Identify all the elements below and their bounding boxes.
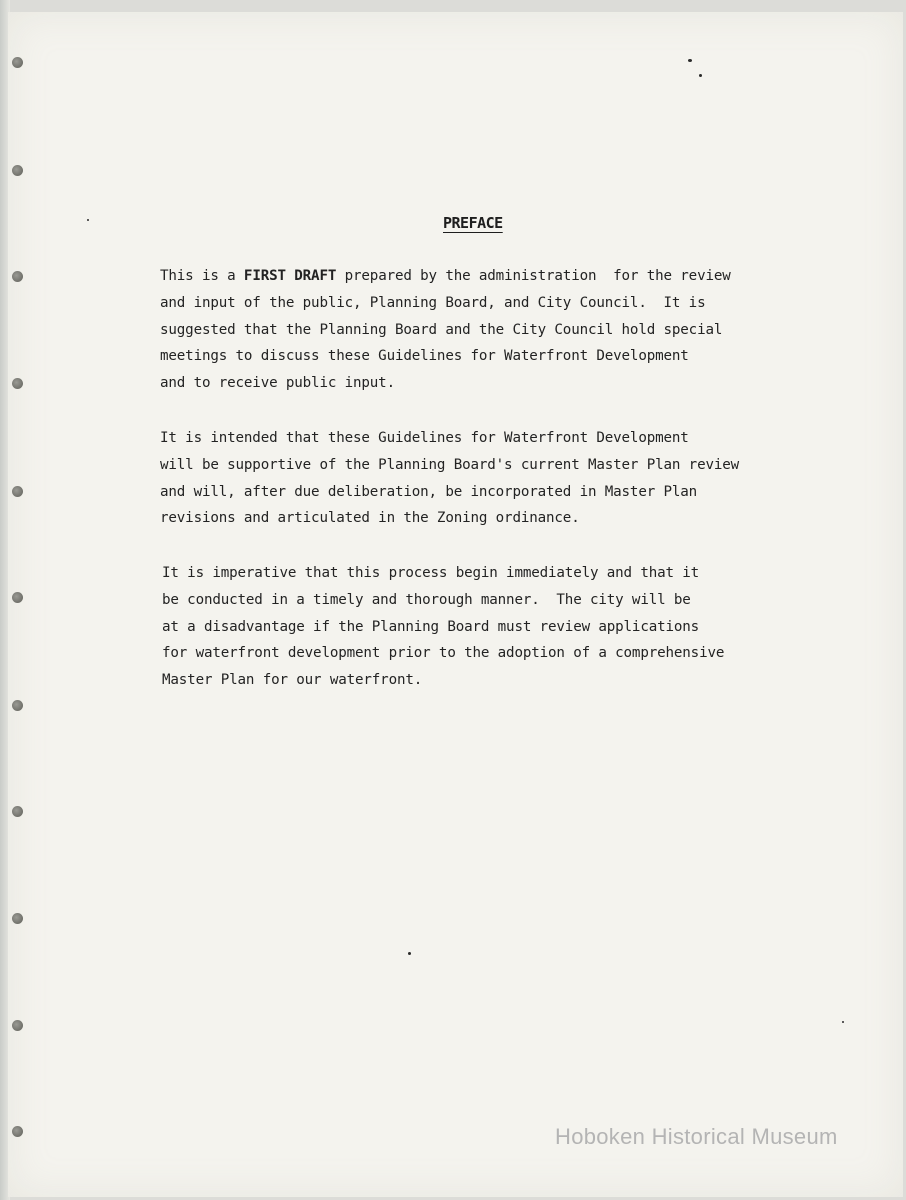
first-draft-emphasis: FIRST DRAFT <box>243 268 337 284</box>
ink-speck <box>699 74 702 77</box>
punch-hole <box>12 165 23 176</box>
paragraph-line: and to receive public input. <box>160 375 395 392</box>
punch-hole <box>12 700 23 711</box>
page-title: PREFACE <box>443 214 503 232</box>
paragraph-first <box>160 263 800 397</box>
paragraph-line: Master Plan for our waterfront. <box>162 672 423 689</box>
paragraph-third <box>160 560 800 694</box>
museum-watermark: Hoboken Historical Museum <box>555 1124 838 1149</box>
ink-speck <box>87 219 89 221</box>
punch-hole <box>12 57 23 68</box>
punch-hole <box>12 378 23 389</box>
ink-speck <box>688 59 692 62</box>
punch-hole <box>12 806 23 817</box>
punch-hole <box>12 271 23 282</box>
paragraph-line: for waterfront development prior to the adoption of a comprehensive <box>162 645 725 662</box>
ink-speck <box>842 1021 844 1023</box>
paragraph-line: revisions and articulated in the Zoning ordinance. <box>160 510 580 527</box>
paragraph-line: will be supportive of the Planning Board's current Master Plan review <box>160 456 740 473</box>
paragraph-line: meetings to discuss these Guidelines for Waterfront Development <box>160 348 689 365</box>
paragraph-line: and input of the public, Planning Board, and City Council. It is <box>160 294 706 311</box>
ink-speck <box>408 952 411 955</box>
paragraph-line: at a disadvantage if the Planning Board must review applications <box>162 618 700 635</box>
punch-hole <box>12 1126 23 1137</box>
punch-hole <box>12 1020 23 1031</box>
text-span: prepared by the administration for the review <box>336 268 731 284</box>
paragraph-line <box>160 263 800 290</box>
paragraph-line: and will, after due deliberation, be incorporated in Master Plan <box>160 483 698 500</box>
paragraph-line: It is intended that these Guidelines for Waterfront Development <box>160 430 689 446</box>
paragraph-second <box>160 425 800 532</box>
paragraph-line: suggested that the Planning Board and the City Council hold special <box>160 321 723 338</box>
paragraph-line: It is imperative that this process begin immediately and that it <box>162 565 700 581</box>
text-span: This is a <box>160 268 244 284</box>
punch-hole <box>12 913 23 924</box>
paragraph-line: be conducted in a timely and thorough manner. The city will be <box>162 591 691 608</box>
punch-hole <box>12 486 23 497</box>
punch-hole <box>12 592 23 603</box>
